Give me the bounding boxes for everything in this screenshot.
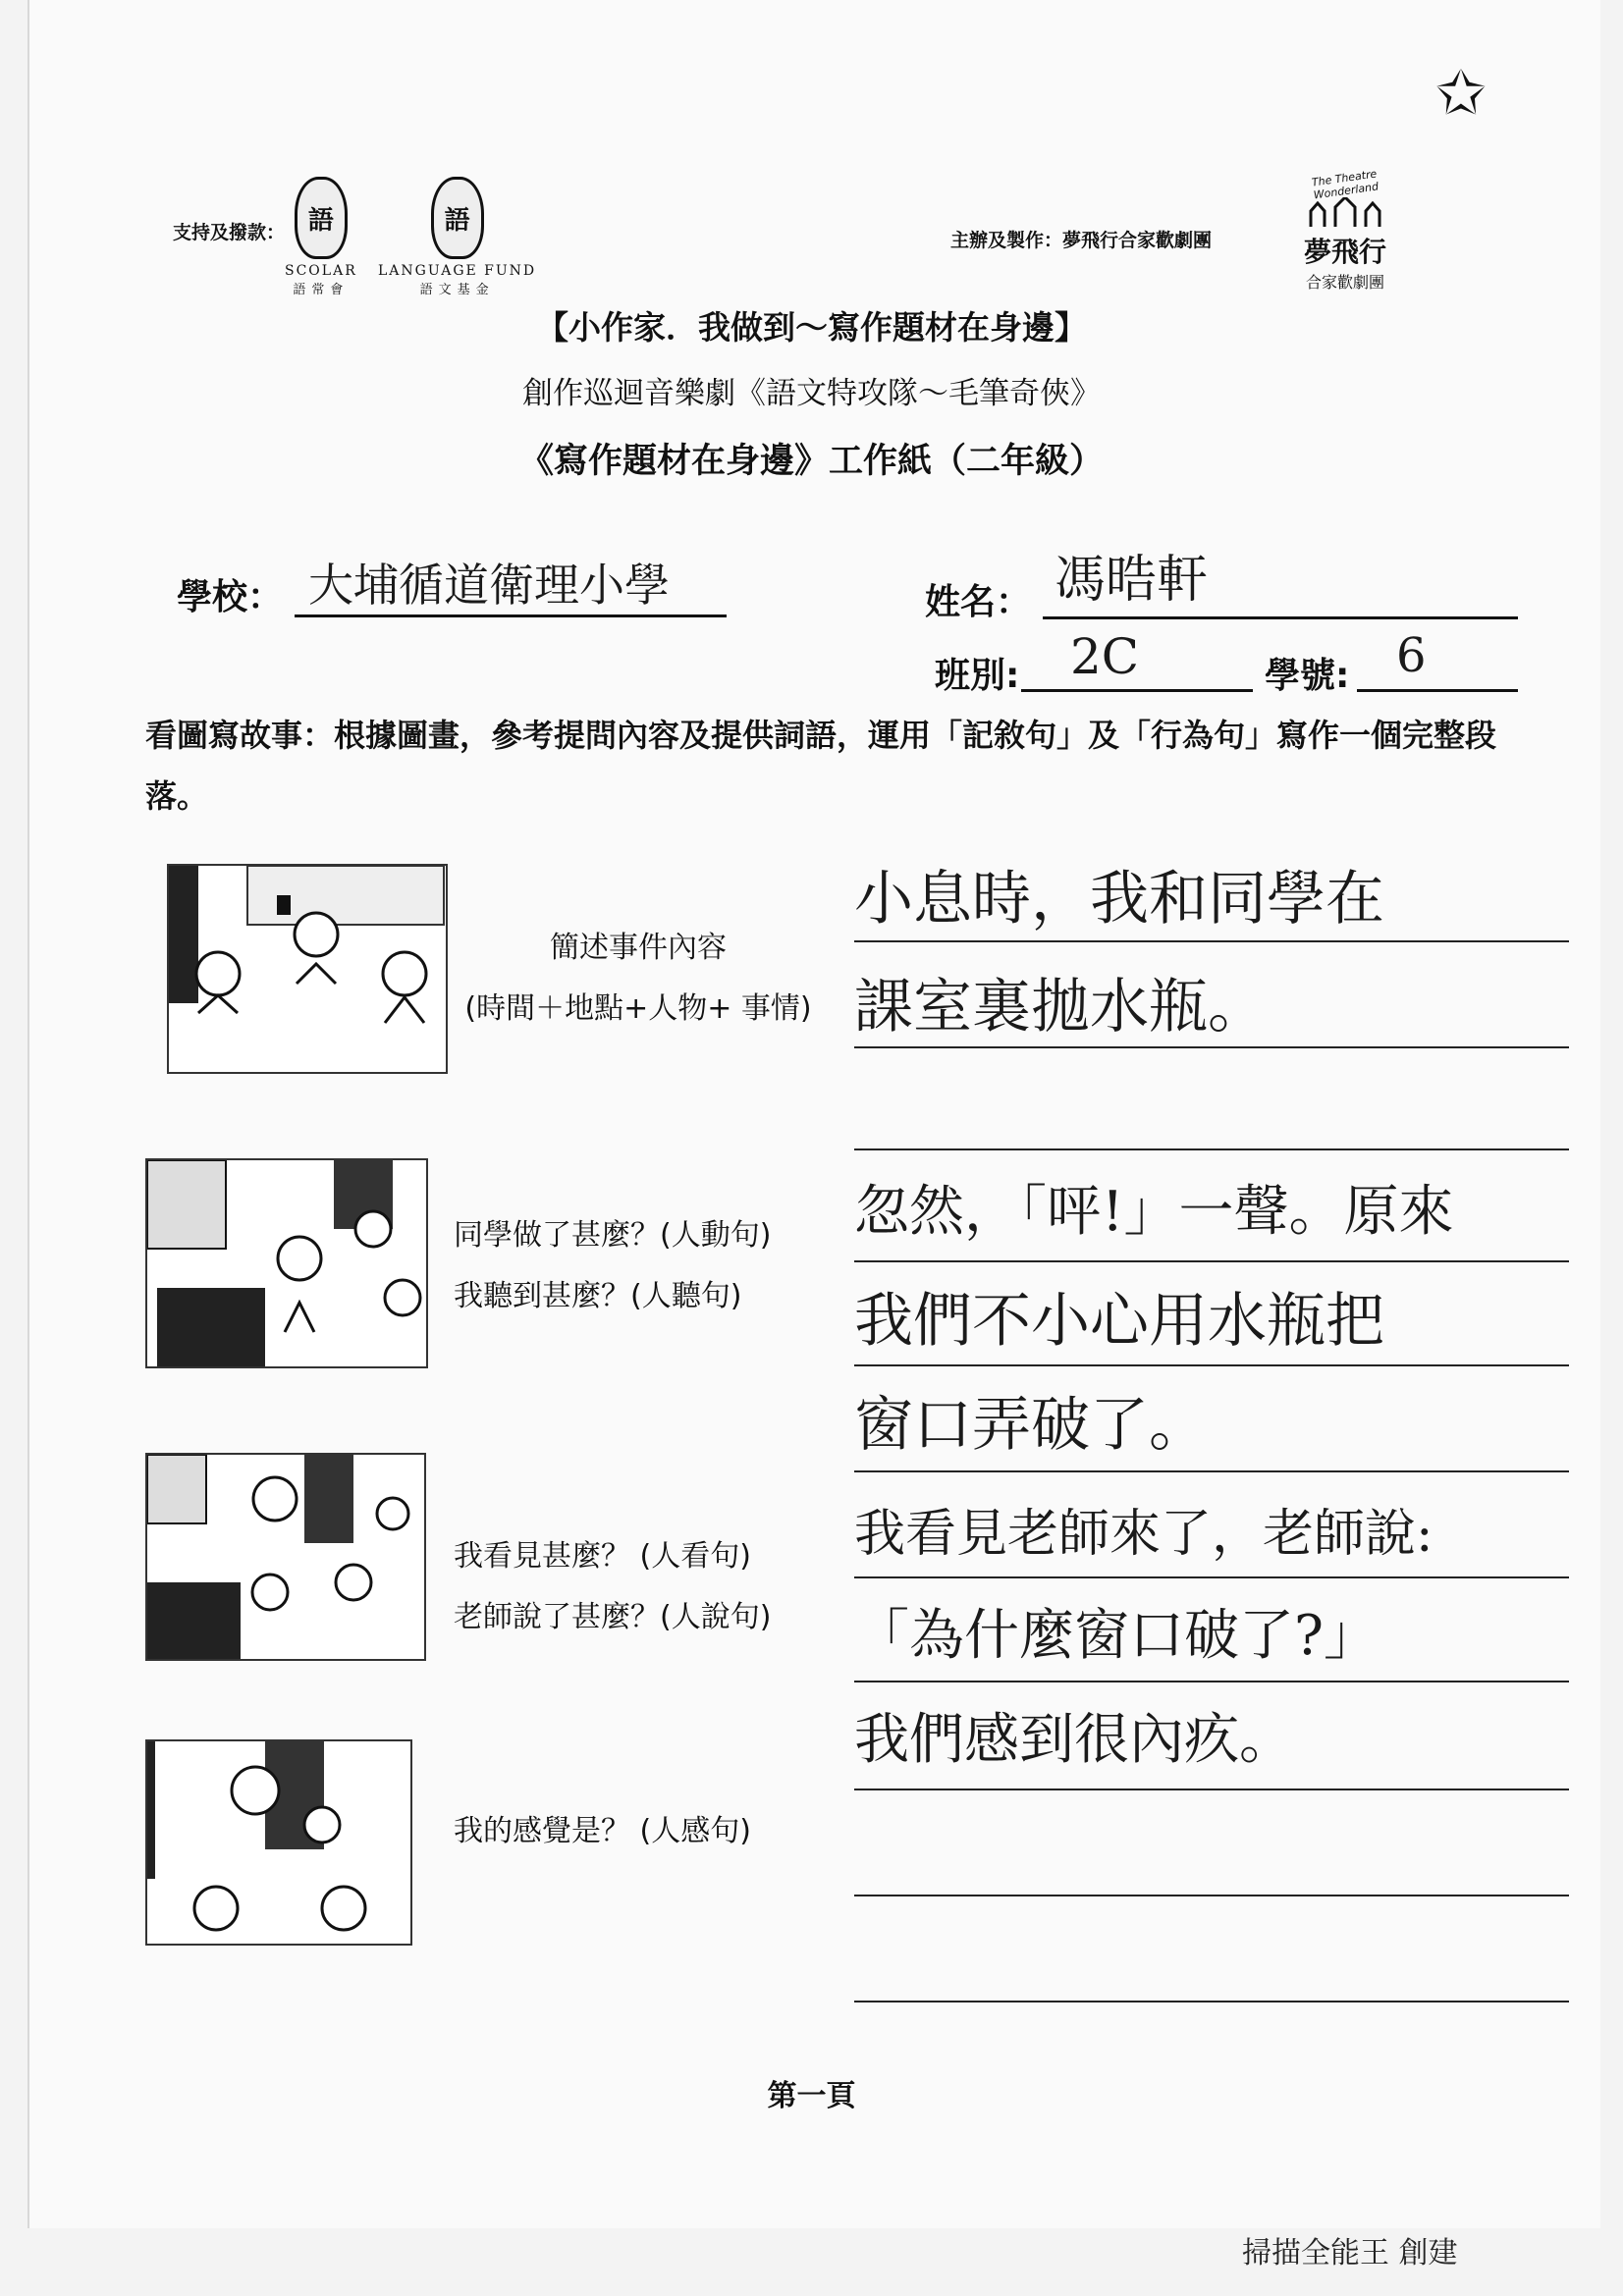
prompt-1-line-2: (時間＋地點+人物+ 事情) xyxy=(464,991,812,1026)
writing-line xyxy=(854,2001,1569,2002)
language-fund-logo-en: LANGUAGE FUND xyxy=(378,263,537,279)
picture-window-broken xyxy=(145,1158,428,1368)
picture-feeling-guilty xyxy=(145,1739,412,1946)
writing-line xyxy=(854,1148,1569,1150)
picture-classroom-throwing xyxy=(167,864,448,1074)
theatre-logo-en: The Theatre Wonderland xyxy=(1311,167,1380,202)
prompt-section-1 xyxy=(452,918,825,1040)
scolar-logo-cn: 語常會 xyxy=(293,283,350,297)
picture-teacher-arrives xyxy=(145,1453,426,1661)
handwriting-line-1: 小息時，我和同學在 xyxy=(854,865,1384,934)
prompt-3-line-2: 老師說了甚麼？(人說句) xyxy=(454,1600,772,1634)
name-label: 姓名： xyxy=(925,582,1032,622)
prompt-section-2 xyxy=(454,1205,827,1327)
instruction: 看圖寫故事：根據圖畫，參考提問內容及提供詞語，運用「記敘句」及「行為句」寫作一個完整段落。 xyxy=(145,717,1497,815)
writing-line xyxy=(854,1576,1569,1578)
number-label: 學號: xyxy=(1265,656,1350,696)
handwriting-line-9: 我們感到很內疚。 xyxy=(854,1708,1294,1772)
organizer-label: 主辦及製作：夢飛行合家歡劇團 xyxy=(950,230,1213,251)
name-field[interactable] xyxy=(1043,538,1518,619)
title-line-3: 《寫作題材在身邊》工作紙（二年級） xyxy=(518,442,1104,481)
writing-line xyxy=(854,1681,1569,1682)
prompt-3-line-1: 我看見甚麼？ (人看句) xyxy=(454,1539,751,1574)
handwriting-line-2: 課室裏拋水瓶。 xyxy=(854,973,1267,1041)
prompt-section-3 xyxy=(454,1526,827,1648)
prompt-section-4 xyxy=(454,1801,827,1862)
theatre-logo-cn2: 合家歡劇團 xyxy=(1305,273,1384,292)
star-mark: ✩ xyxy=(1435,57,1487,129)
writing-line xyxy=(854,1895,1569,1896)
prompt-2-line-2: 我聽到甚麼？(人聽句) xyxy=(454,1279,742,1313)
page-number: 第一頁 xyxy=(767,2079,856,2113)
prompt-1-line-1: 簡述事件內容 xyxy=(550,931,727,965)
class-value: 2C xyxy=(1070,628,1140,685)
writing-line xyxy=(854,940,1569,942)
handwriting-line-4: 忽然，「呯!」一聲。原來 xyxy=(854,1180,1454,1244)
school-label: 學校： xyxy=(177,577,284,617)
writing-line xyxy=(854,1470,1569,1472)
scanner-watermark: 掃描全能王 創建 xyxy=(1242,2236,1458,2270)
support-label: 支持及撥款： xyxy=(173,222,286,243)
school-value: 大埔循道衛理小學 xyxy=(308,559,670,612)
theatre-logo xyxy=(1291,167,1399,293)
writing-line xyxy=(854,1260,1569,1262)
number-value: 6 xyxy=(1396,628,1427,683)
castle-icon xyxy=(1306,197,1384,227)
language-fund-logo xyxy=(378,177,536,297)
scolar-logo-en: SCOLAR xyxy=(285,263,357,279)
handwriting-line-8: 「為什麼窗口破了?」 xyxy=(854,1604,1380,1668)
language-fund-logo-cn: 語文基金 xyxy=(419,283,495,297)
number-field[interactable] xyxy=(1357,628,1518,692)
title-line-1: 【小作家．我做到～寫作題材在身邊】 xyxy=(536,308,1087,347)
handwriting-line-5: 我們不小心用水瓶把 xyxy=(854,1287,1384,1356)
writing-line xyxy=(854,1046,1569,1048)
handwriting-line-6: 窗口弄破了。 xyxy=(854,1391,1208,1460)
language-fund-logo-mark: 語 xyxy=(431,177,484,259)
prompt-2-line-1: 同學做了甚麼？(人動句) xyxy=(454,1218,772,1253)
school-field[interactable] xyxy=(295,550,727,617)
scolar-logo xyxy=(285,177,357,297)
class-field[interactable] xyxy=(1021,628,1253,692)
class-label: 班別: xyxy=(935,656,1020,696)
prompt-4-line-1: 我的感覺是？ (人感句) xyxy=(454,1814,751,1848)
writing-line xyxy=(854,1789,1569,1790)
writing-line xyxy=(854,1364,1569,1366)
name-value: 馮晧軒 xyxy=(1055,551,1209,610)
theatre-logo-cn: 夢飛行 xyxy=(1303,236,1386,268)
scolar-logo-mark: 語 xyxy=(295,177,348,259)
handwriting-line-7: 我看見老師來了，老師說: xyxy=(854,1505,1434,1564)
title-line-2: 創作巡迴音樂劇《語文特攻隊～毛筆奇俠》 xyxy=(522,376,1101,411)
